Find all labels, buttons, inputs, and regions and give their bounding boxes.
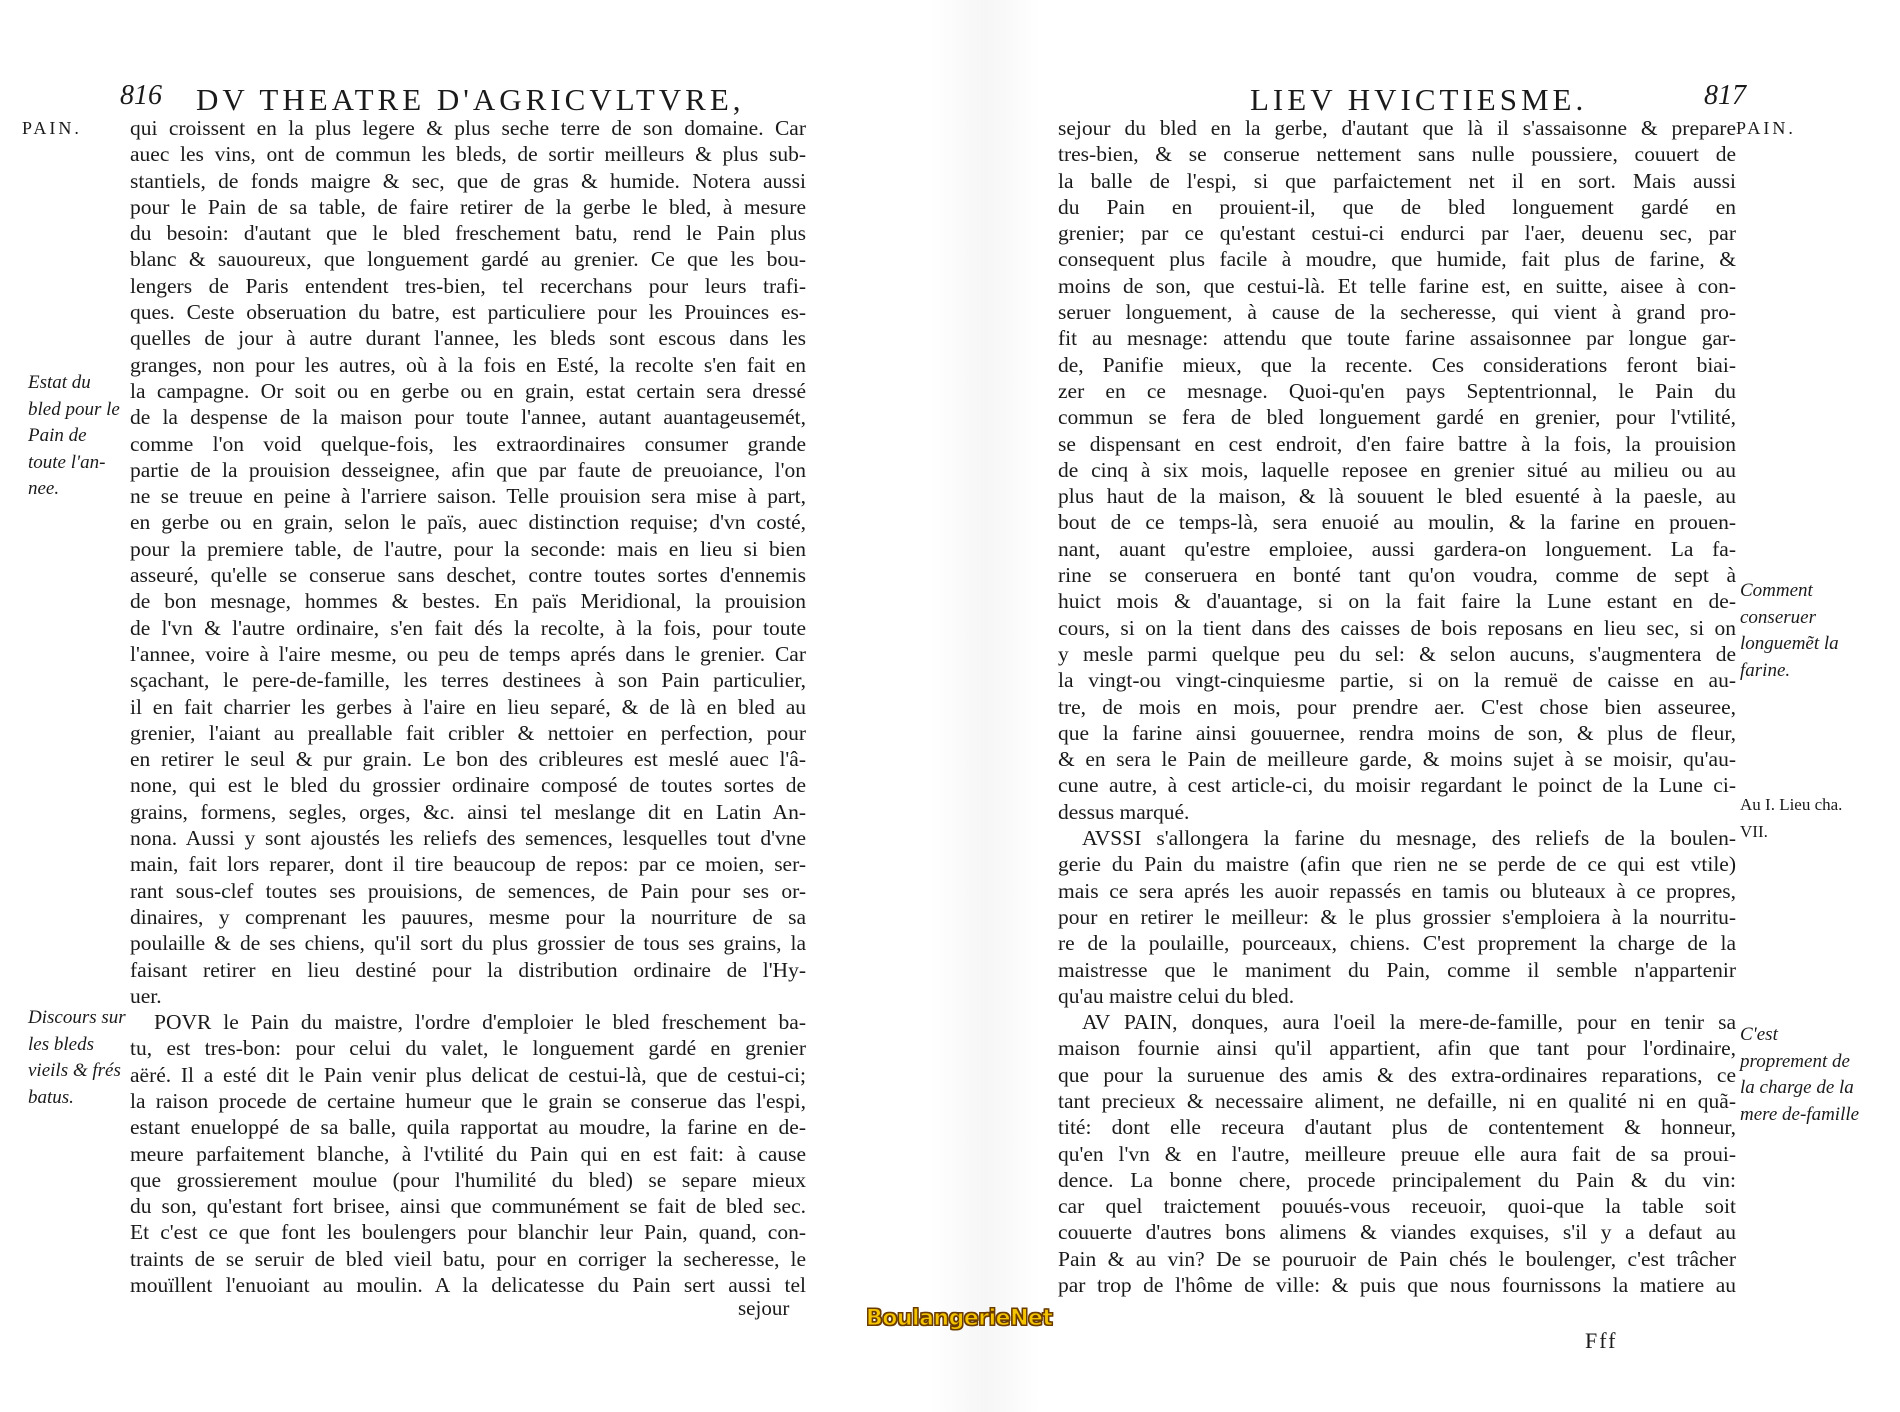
right-text-line: la balle de l'espi, si que parfaictement net il en sort. Mais aussi xyxy=(1058,168,1736,193)
right-text-line: de, Panifie mieux, que la recente. Ces considerations feront biai- xyxy=(1058,352,1736,377)
right-marginal-note-3: C'est proprement de la charge de la mere de-famille xyxy=(1740,1024,1860,1125)
left-text-line: la raison procede de certaine humeur que le grain se conserue das l'espi, xyxy=(130,1088,806,1113)
left-text-line: asseuré, qu'elle se conserue sans deschet, contre toutes sortes d'ennemis xyxy=(130,563,806,588)
left-text-line: pour la premiere table, de l'autre, pour la seconde: mais en lieu si bien xyxy=(130,536,806,561)
left-text-line: sçachant, le pere-de-famille, les terres destinees à son Pain particulier, xyxy=(130,668,806,693)
right-text-line: grenier; par ce qu'estant cestui-ci endurci par l'aer, deuenu sec, par xyxy=(1058,221,1736,246)
right-text-line: moins de son, que cestui-là. Et telle farine est, en suitte, aisee à con- xyxy=(1058,273,1736,298)
left-text-line: nona. Aussi y sont ajoustés les reliefs des semences, lesquelles tout d'vne xyxy=(130,826,806,851)
left-text-line: la campagne. Or soit ou en gerbe ou en grain, estat certain sera dressé xyxy=(130,378,806,403)
left-catchword: sejour xyxy=(738,1296,790,1320)
left-text-line: mouïllent l'enuoiant au moulin. A la delicatesse du Pain sert aussi tel xyxy=(130,1273,806,1298)
left-text-line: grains, formens, segles, orges, &c. ainsi tel meslange dit en Latin An- xyxy=(130,799,806,824)
right-text-line: se dispensant en cest endroit, d'en faire battre à la fois, la prouision xyxy=(1058,431,1736,456)
left-text-line: il en fait charrier les gerbes à l'aire en lieu separé, & de là en bled au xyxy=(130,694,806,719)
left-text-line: Et c'est ce que font les boulengers pour blanchir leur Pain, quand, con- xyxy=(130,1220,806,1245)
right-marginal-note-1: Comment conseruer longuemẽt la farine. xyxy=(1740,580,1839,681)
left-text-line: stantiels, de fonds maigre & sec, que de gras & humide. Notera aussi xyxy=(130,168,806,193)
right-side-tag: PAIN. xyxy=(1736,118,1796,138)
right-text-line: nant, auant qu'estre emploiee, aussi gardera-on longuement. La fa- xyxy=(1058,536,1736,561)
right-text-line: rine se conseruera en bonté tant qu'on voudra, comme de sept à xyxy=(1058,563,1736,588)
left-text-line: comme l'on void quelque-fois, les extraordinaires consumer grande xyxy=(130,431,806,456)
left-body-text xyxy=(130,115,806,1298)
left-text-line: rant sous-clef toutes ses prouisions, de semences, de Pain pour ses or- xyxy=(130,878,806,903)
right-text-line: que la farine ainsi gouuernee, rendra moins de son, & plus de fleur, xyxy=(1058,720,1736,745)
left-text-line: POVR le Pain du maistre, l'ordre d'emploier le bled freschement ba- xyxy=(154,1010,806,1035)
right-text-line: qu'au maistre celui du bled. xyxy=(1058,983,1295,1008)
right-marginal-note-2: Au I. Lieu cha. VII. xyxy=(1740,795,1843,841)
right-text-line: consequent plus facile à moudre, que humide, fait plus de farine, & xyxy=(1058,247,1736,272)
right-text-line: cune autre, à cest article-ci, du moisir regardant le poinct de la Lune ci- xyxy=(1058,773,1736,798)
right-text-line: tant precieux & necessaire aliment, ne defaille, ni en qualité ni en quã- xyxy=(1058,1088,1736,1113)
right-text-line: car quel traictement pouués-vous receuoir, quoi-que la table soit xyxy=(1058,1194,1736,1219)
left-text-line: estant enueloppé de sa balle, quila rapportat au moudre, la farine en de- xyxy=(130,1115,806,1140)
left-marginal-note-1: Estat du bled pour le Pain de toute l'an-nee. xyxy=(28,372,120,499)
book-gutter xyxy=(930,0,1040,1412)
right-text-line: dence. La bonne chere, procede principalement du Pain & du vin: xyxy=(1058,1167,1736,1192)
left-text-line: faisant retirer en lieu destiné pour la distribution ordinaire de l'Hy- xyxy=(130,957,806,982)
right-text-line: AV PAIN, donques, aura l'oeil la mere-de-famille, pour en tenir sa xyxy=(1082,1010,1736,1035)
right-text-line: fit au mesnage: attendu que toute farine assaisonnee par longue gar- xyxy=(1058,326,1736,351)
right-text-line: par trop de l'hôme de ville: & puis que nous fournissons la matiere au xyxy=(1058,1273,1736,1298)
right-running-head: LIEV HVICTIESME. xyxy=(1250,82,1588,117)
left-text-line: en retirer le seul & pur grain. Le bon des cribleures est meslé auec l'â- xyxy=(130,747,806,772)
left-text-line: ques. Ceste obseruation du batre, est particuliere pour les Prouinces es- xyxy=(130,300,806,325)
left-text-line: du besoin: d'autant que le bled freschement batu, rend le Pain plus xyxy=(130,221,806,246)
left-page xyxy=(0,0,830,1412)
left-text-line: quelles de jour à autre durant l'annee, les bleds sont escous dans les xyxy=(130,326,806,351)
right-text-line: qu'en l'vn & en l'autre, meilleure preuue elle aura fait de sa proui- xyxy=(1058,1141,1736,1166)
left-text-line: en gerbe ou en grain, selon le païs, auec distinction requise; d'vn costé, xyxy=(130,510,806,535)
left-text-line: pour le Pain de sa table, de faire retirer de la gerbe le bled, à mesure xyxy=(130,194,806,219)
right-text-line: huict mois & d'auantage, si on la fait faire la Lune estant en de- xyxy=(1058,589,1736,614)
right-text-line: seruer longuement, à cause de la secheresse, qui vient à grand pro- xyxy=(1058,300,1736,325)
left-text-line: dinaires, y comprenant les pauures, mesme pour la nourriture de sa xyxy=(130,904,806,929)
right-text-line: zer en ce mesnage. Quoi-qu'en pays Septentrionnal, le Pain du xyxy=(1058,378,1736,403)
right-text-line: bout de ce temps-là, sera enuoié au moulin, & la farine en prouen- xyxy=(1058,510,1736,535)
right-text-line: couuerte d'autres bons alimens & viandes exquises, s'il y a defaut au xyxy=(1058,1220,1736,1245)
right-text-line: tre, de mois en mois, pour prendre aer. C'est chose bien asseuree, xyxy=(1058,694,1736,719)
right-text-line: pour en retirer le meilleur: & le plus grossier s'emploiera à la nourritu- xyxy=(1058,904,1736,929)
right-text-line: Pain & au vin? De se pouruoir de Pain chés le boulenger, c'est trâcher xyxy=(1058,1246,1736,1271)
left-text-line: blanc & sauoureux, que longuement gardé au grenier. Ce que les bou- xyxy=(130,247,806,272)
right-text-line: gerie du Pain du maistre (afin que rien ne se perde de ce qui est vtile) xyxy=(1058,852,1736,877)
right-text-line: y mesle parmi quelque peu du sel: & selon aucuns, s'augmentera de xyxy=(1058,641,1736,666)
left-text-line: uer. xyxy=(130,983,162,1008)
right-text-line: la vingt-ou vingt-cinquiesme partie, si on la remuë de caisse en au- xyxy=(1058,668,1736,693)
left-running-head: DV THEATRE D'AGRICVLTVRE, xyxy=(196,82,745,117)
right-text-line: dessus marqué. xyxy=(1058,799,1190,824)
right-text-line: mais ce sera aprés les auoir repassés en tamis ou bluteaux à ce propres, xyxy=(1058,878,1736,903)
left-text-line: grenier, l'aiant au preallable fait cribler & nettoier en perfection, pour xyxy=(130,720,806,745)
right-text-line: commun se fera de bled longuement gardé en grenier, pour l'vtilité, xyxy=(1058,405,1736,430)
left-text-line: partie de la prouision desseignee, afin que par faute de preuoiance, l'on xyxy=(130,457,806,482)
right-text-line: tité: dont elle receura d'autant plus de contentement & honneur, xyxy=(1058,1115,1736,1140)
left-text-line: tu, est tres-bon: pour celui du valet, le longuement gardé en grenier xyxy=(130,1036,806,1061)
right-text-line: & en sera le Pain de meilleure garde, & moins sujet à se moisir, qu'au- xyxy=(1058,747,1736,772)
left-text-line: de l'vn & l'autre ordinaire, s'en fait dés la recolte, à la fois, pour toute xyxy=(130,615,806,640)
left-text-line: ne se treuue en peine à l'arriere saison. Telle prouision sera mise à part, xyxy=(130,484,806,509)
left-marginal-note-2: Discours sur les bleds vieils & frés batus. xyxy=(28,1007,126,1108)
left-page-number: 816 xyxy=(120,80,162,111)
right-text-line: sejour du bled en la gerbe, d'autant que là il s'assaisonne & prepare xyxy=(1058,116,1736,140)
left-side-tag: PAIN. xyxy=(22,118,82,138)
left-text-line: auec les vins, ont de commun les bleds, de sortir meilleurs & plus sub- xyxy=(130,142,806,167)
left-text-line: lengers de Paris entendent tres-bien, tel recerchans pour leurs trafi- xyxy=(130,273,806,298)
right-text-line: plus haut de la maison, & là souuent le bled esuenté à la paesle, au xyxy=(1058,484,1736,509)
signature-mark: Fff xyxy=(1585,1328,1618,1353)
site-watermark: BoulangerieNet xyxy=(866,1306,1053,1331)
left-text-line: l'annee, voire à l'aire mesme, ou peu de temps aprés dans le grenier. Car xyxy=(130,641,806,666)
left-text-line: none, qui est le bled du grossier ordinaire composé de toutes sortes de xyxy=(130,773,806,798)
left-text-line: meure parfaitement blanche, à l'vtilité du Pain qui en est fait: à cause xyxy=(130,1141,806,1166)
right-page xyxy=(1040,0,1900,1412)
right-text-line: que pour la suruenue des amis & des extra-ordinaires reparations, ce xyxy=(1058,1062,1736,1087)
left-text-line: traints de se seruir de bled vieil batu, pour en corriger la secheresse, le xyxy=(130,1246,806,1271)
left-text-line: aëré. Il a esté dit le Pain venir plus delicat de cestui-là, que de cestui-ci; xyxy=(130,1062,806,1087)
left-text-line: que grossierement moulue (pour l'humilité du bled) se separe mieux xyxy=(130,1167,806,1192)
left-text-line: du son, qu'estant fort brisee, ainsi que communément se fait de bled sec. xyxy=(130,1194,806,1219)
left-text-line: qui croissent en la plus legere & plus seche terre de son domaine. Car xyxy=(130,116,806,140)
left-text-line: poulaille & de ses chiens, qu'il sort du plus grossier de tous ses grains, la xyxy=(130,931,806,956)
left-text-line: de la despense de la maison pour toute l'annee, autant auantageusemét, xyxy=(130,405,806,430)
right-text-line: tres-bien, & se conserue nettement sans nulle poussiere, couuert de xyxy=(1058,142,1736,167)
right-text-line: maistresse que le maniment du Pain, comme il semble n'appartenir xyxy=(1058,957,1736,982)
right-text-line: cours, si on la tient dans des caisses de bois reposans en lieu sec, si on xyxy=(1058,615,1736,640)
right-text-line: AVSSI s'allongera la farine du mesnage, des reliefs de la boulen- xyxy=(1082,826,1736,851)
right-text-line: du Pain en prouient-il, que de bled longuement gardé en xyxy=(1058,194,1736,219)
right-text-line: re de la poulaille, pourceaux, chiens. C'est proprement la charge de la xyxy=(1058,931,1736,956)
left-text-line: de bon mesnage, hommes & bestes. En païs Meridional, la prouision xyxy=(130,589,806,614)
left-text-line: granges, non pour les autres, où à la fois en Esté, la recolte s'en fait en xyxy=(130,352,806,377)
right-page-number: 817 xyxy=(1704,80,1746,111)
left-text-line: main, fait lors reparer, dont il tire beaucoup de repos: par ce moien, ser- xyxy=(130,852,806,877)
right-body-text xyxy=(1058,115,1736,1298)
right-text-line: maison fournie ainsi qu'il appartient, afin que tant pour l'ordinaire, xyxy=(1058,1036,1736,1061)
right-text-line: de cinq à six mois, laquelle reposee en grenier situé au milieu ou au xyxy=(1058,457,1736,482)
